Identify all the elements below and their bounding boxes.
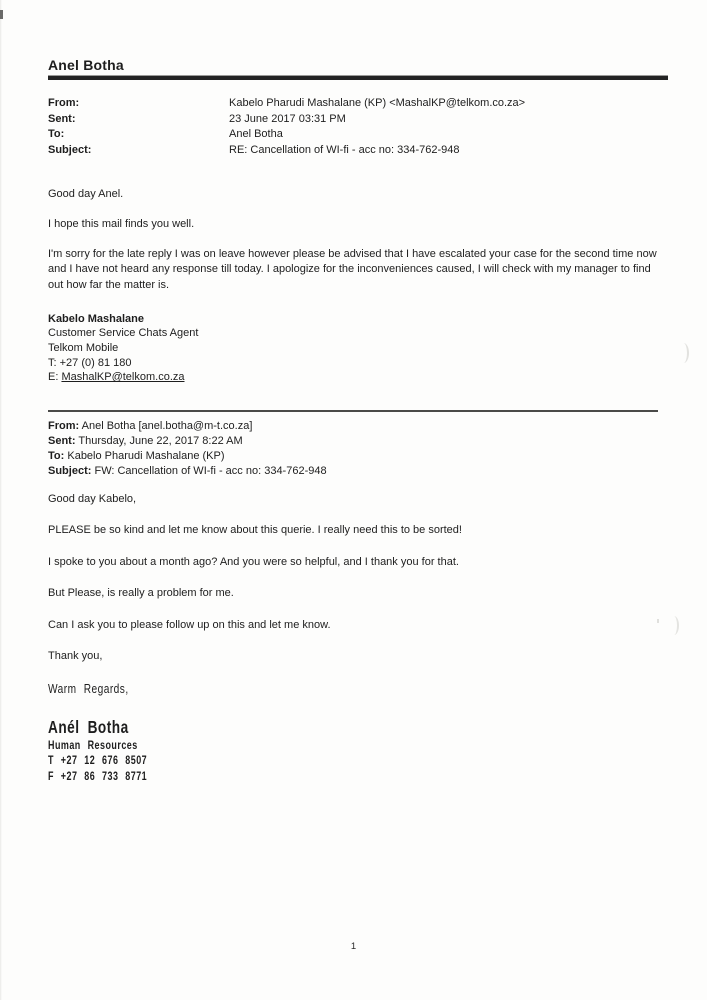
email1-header-row-to bbox=[48, 127, 668, 143]
email2-header-subject bbox=[48, 464, 668, 479]
email2-header-from bbox=[48, 419, 668, 434]
email1-header-row-from bbox=[48, 96, 668, 112]
page-title: Anel Botha bbox=[48, 57, 124, 73]
email2-thanks: Thank you, bbox=[48, 650, 103, 663]
closing-text: Warm Regards, bbox=[48, 680, 129, 696]
email2-line: Can I ask you to please follow up on this and let me know. bbox=[48, 618, 331, 631]
email1-paragraph: I'm sorry for the late reply I was on leave however please be advised that I have escalated your case for the second time now and I have not heard any response till today. I apologize for the inconveniences caused, I will check with my manager to find out how far the matter is. bbox=[48, 248, 657, 291]
email2-signature-details bbox=[48, 739, 668, 786]
header-label-from: From: bbox=[48, 97, 80, 109]
email1-greeting: Good day Anel. bbox=[48, 188, 124, 200]
signature-name: Kabelo Mashalane bbox=[48, 312, 144, 325]
signature-email-line bbox=[48, 370, 668, 385]
signature-department bbox=[48, 739, 668, 755]
signature-email-prefix: E: bbox=[48, 371, 62, 384]
header-label-to: To: bbox=[48, 450, 65, 463]
page-number: 1 bbox=[350, 941, 357, 952]
scan-artifact-curve bbox=[669, 616, 679, 635]
header-value-from: Kabelo Pharudi Mashalane (KP) <MashalKP@telkom.co.za> bbox=[229, 97, 526, 109]
header-label-from: From: bbox=[48, 419, 80, 432]
email2-signature-name bbox=[48, 717, 668, 737]
email-separator-line bbox=[48, 410, 658, 412]
email2-line: But Please, is really a problem for me. bbox=[48, 587, 234, 600]
header-label-subject: Subject: bbox=[48, 465, 92, 478]
header-value-to: Anel Botha bbox=[229, 128, 283, 140]
signature-fax bbox=[48, 770, 668, 786]
email1-header-row-subject bbox=[48, 143, 668, 159]
header-value-subject: FW: Cancellation of WI-fi - acc no: 334-762-948 bbox=[94, 465, 327, 478]
header-label-to: To: bbox=[48, 128, 65, 140]
email2-closing bbox=[48, 681, 668, 696]
email1-header-table bbox=[48, 96, 668, 158]
signature-name-text: Anél Botha bbox=[48, 716, 129, 737]
email1-line: I hope this mail finds you well. bbox=[48, 218, 195, 230]
signature-department-text: Human Resources bbox=[48, 739, 138, 752]
email2-header-block bbox=[48, 419, 668, 480]
header-value-sent: Thursday, June 22, 2017 8:22 AM bbox=[78, 435, 243, 448]
header-label-sent: Sent: bbox=[48, 112, 76, 125]
scan-artifact-curve bbox=[678, 343, 689, 363]
signature-phone: T: +27 (0) 81 180 bbox=[48, 356, 132, 369]
signature-fax-text: F +27 86 733 8771 bbox=[48, 770, 148, 783]
scan-edge-shadow bbox=[0, 0, 2, 1000]
header-label-sent: Sent: bbox=[48, 435, 76, 448]
signature-tel bbox=[48, 754, 668, 770]
signature-role: Customer Service Chats Agent bbox=[48, 327, 199, 340]
header-value-sent: 23 June 2017 03:31 PM bbox=[229, 112, 346, 125]
header-value-to: Kabelo Pharudi Mashalane (KP) bbox=[67, 450, 225, 463]
signature-tel-text: T +27 12 676 8507 bbox=[48, 755, 148, 768]
email2-greeting: Good day Kabelo, bbox=[48, 492, 137, 505]
header-value-subject: RE: Cancellation of WI-fi - acc no: 334-762-948 bbox=[229, 143, 460, 156]
email2-line: PLEASE be so kind and let me know about this querie. I really need this to be sorted! bbox=[48, 524, 462, 537]
header-label-subject: Subject: bbox=[48, 143, 92, 156]
email2-line: I spoke to you about a month ago? And you were so helpful, and I thank you for that. bbox=[48, 555, 459, 568]
email2-header-sent bbox=[48, 434, 668, 449]
email2-header-to bbox=[48, 449, 668, 464]
email1-signature bbox=[48, 312, 668, 385]
email1-body bbox=[48, 187, 668, 293]
signature-email-link[interactable]: MashalKP@telkom.co.za bbox=[61, 371, 185, 384]
scan-artifact-mark bbox=[0, 10, 3, 19]
document-body bbox=[48, 57, 668, 785]
email1-header-row-sent bbox=[48, 112, 668, 128]
title-divider bbox=[48, 76, 668, 80]
signature-company: Telkom Mobile bbox=[48, 342, 119, 355]
email2-body bbox=[48, 492, 668, 665]
header-value-from: Anel Botha [anel.botha@m-t.co.za] bbox=[81, 419, 253, 432]
